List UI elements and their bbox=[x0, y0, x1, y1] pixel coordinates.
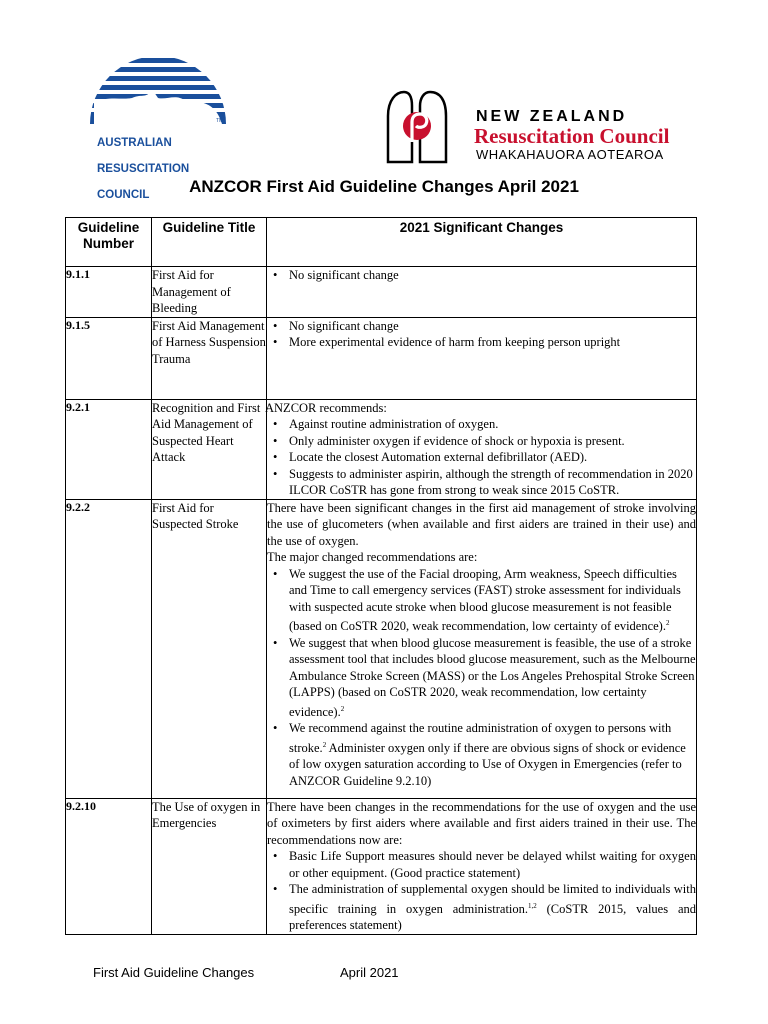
list-item: • No significant change bbox=[289, 267, 696, 284]
header-guideline-title: Guideline Title bbox=[152, 218, 267, 267]
arc-logo-line-3: COUNCIL bbox=[97, 189, 150, 201]
list-item-text: We recommend against the routine administration of oxygen to persons with stroke. bbox=[289, 721, 672, 755]
guideline-title: First Aid for Suspected Stroke bbox=[152, 499, 267, 798]
nzrc-logo-line-1: NEW ZEALAND bbox=[476, 108, 628, 125]
guideline-number: 9.2.10 bbox=[66, 798, 152, 934]
changes-intro: There have been significant changes in the first aid management of stroke involving the use of glucometers (when available and first aiders are trained in their use) and the use of oxygen. bbox=[267, 500, 696, 548]
changes-list bbox=[267, 318, 696, 351]
nzrc-logo-line-2: Resuscitation Council bbox=[474, 124, 670, 148]
arc-logo-line-2: RESUSCITATION bbox=[97, 163, 190, 175]
changes-cell bbox=[267, 267, 697, 318]
table-header-row bbox=[66, 218, 697, 267]
document-title: ANZCOR First Aid Guideline Changes April 2021 bbox=[189, 177, 579, 196]
list-item-text: The administration of supplemental oxygen should be limited to individuals with specific training in oxygen administration. bbox=[289, 882, 696, 916]
guideline-title: Recognition and First Aid Management of Suspected Heart Attack bbox=[152, 399, 267, 499]
footer-right: April 2021 bbox=[340, 965, 399, 980]
list-item: • Basic Life Support measures should never be delayed whilst waiting for oxygen or other equipment. (Good practice statement) bbox=[289, 848, 696, 881]
guideline-changes-table bbox=[65, 217, 697, 935]
tm-mark: TM bbox=[216, 118, 224, 124]
changes-cell bbox=[267, 798, 697, 934]
changes-cell bbox=[267, 499, 697, 798]
citation-sup: 2 bbox=[340, 704, 345, 713]
table-row bbox=[66, 399, 697, 499]
list-item: • More experimental evidence of harm from keeping person upright bbox=[289, 334, 696, 351]
changes-list bbox=[267, 267, 696, 284]
list-item bbox=[289, 566, 696, 635]
table-row bbox=[66, 499, 697, 798]
list-item-text: We suggest the use of the Facial drooping, Arm weakness, Speech difficulties and Time to call emergency services (FAST) stroke assessment for individuals with suspected acute stroke when blood glucose measurement is not feasible (based on CoSTR 2020, weak recommendation, low certainty of evidence). bbox=[289, 566, 681, 634]
list-item bbox=[289, 635, 696, 721]
changes-list bbox=[267, 416, 696, 499]
arc-logo-text bbox=[97, 124, 189, 215]
guideline-number: 9.1.1 bbox=[66, 267, 152, 318]
guideline-number: 9.2.2 bbox=[66, 499, 152, 798]
list-item-text: Administer oxygen only if there are obvious signs of shock or evidence of low oxygen saturation according to Use of Oxygen in Emergencies (refer to ANZCOR Guideline 9.2.10) bbox=[289, 740, 686, 788]
changes-cell bbox=[267, 317, 697, 399]
header-guideline-number: Guideline Number bbox=[66, 218, 152, 267]
list-item bbox=[289, 881, 696, 934]
list-item: • Only administer oxygen if evidence of shock or hypoxia is present. bbox=[289, 433, 696, 450]
list-item: • Suggests to administer aspirin, although the strength of recommendation in 2020 ILCOR CoSTR has gone from strong to weak since 2015 CoSTR. bbox=[289, 466, 696, 499]
list-item: • Locate the closest Automation external defibrillator (AED). bbox=[289, 449, 696, 466]
citation-sup: 2 bbox=[665, 619, 670, 627]
list-item: • No significant change bbox=[289, 318, 696, 335]
header-significant-changes: 2021 Significant Changes bbox=[267, 218, 697, 267]
table-row bbox=[66, 317, 697, 399]
guideline-title: The Use of oxygen in Emergencies bbox=[152, 798, 267, 934]
changes-intro: ANZCOR recommends: bbox=[265, 400, 387, 415]
arc-logo-line-1: AUSTRALIAN bbox=[97, 137, 172, 149]
guideline-title: First Aid for Management of Bleeding bbox=[152, 267, 267, 318]
guideline-title: First Aid Management of Harness Suspension Trauma bbox=[152, 317, 267, 399]
table-row bbox=[66, 798, 697, 934]
list-item: • Against routine administration of oxygen. bbox=[289, 416, 696, 433]
citation-sup: 1,2 bbox=[528, 901, 537, 910]
changes-cell bbox=[267, 399, 697, 499]
citation-sup: 2 bbox=[322, 740, 327, 749]
australian-resuscitation-council-logo bbox=[88, 40, 228, 126]
guideline-number: 9.1.5 bbox=[66, 317, 152, 399]
footer-left: First Aid Guideline Changes bbox=[93, 965, 255, 980]
changes-intro-2: The major changed recommendations are: bbox=[267, 550, 478, 564]
changes-list bbox=[267, 566, 696, 790]
list-item-text: We suggest that when blood glucose measurement is feasible, the use of a stroke assessment tool that includes blood glucose measurement, such as the Melbourne Ambulance Stroke Screen (MASS) or the Los Angeles Prehospital Stroke Screen (LAPPS) (based on CoSTR 2020, weak recommendation, low certainty evidence). bbox=[289, 635, 696, 719]
table-row bbox=[66, 267, 697, 318]
list-item bbox=[289, 720, 696, 789]
guideline-number: 9.2.1 bbox=[66, 399, 152, 499]
changes-list bbox=[267, 848, 696, 934]
changes-intro: There have been changes in the recommendations for the use of oxygen and the use of oximeters by first aiders where available and first aiders trained in their use. The recommendations now are: bbox=[267, 799, 696, 847]
nzrc-logo-line-3: WHAKAHAUORA AOTEAROA bbox=[476, 147, 664, 162]
list-item-text: (CoSTR 2015, values and preferences statement) bbox=[289, 901, 696, 933]
